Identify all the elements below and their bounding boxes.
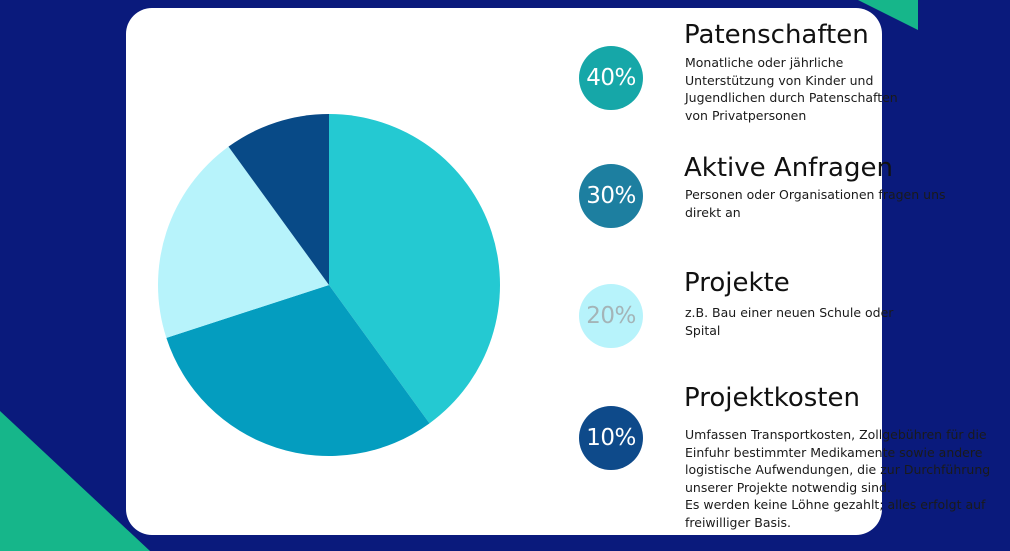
- percent-badge: 30%: [579, 164, 643, 228]
- description-line: Personen oder Organisationen fragen uns: [685, 187, 946, 202]
- description-line: logistische Aufwendungen, die zur Durchführung: [685, 462, 991, 477]
- item-description: [685, 54, 1010, 124]
- item-title: Projektkosten: [684, 383, 860, 413]
- description-line: direkt an: [685, 204, 741, 220]
- description-line: unserer Projekte notwendig sind.: [685, 479, 891, 495]
- percent-badge: 40%: [579, 46, 643, 110]
- item-description: [685, 426, 1010, 531]
- item-title: Aktive Anfragen: [684, 153, 893, 183]
- description-line: freiwilliger Basis.: [685, 514, 791, 530]
- item-title: Patenschaften: [684, 20, 869, 50]
- percent-badge: 20%: [579, 284, 643, 348]
- description-line: Unterstützung von Kinder und: [685, 72, 874, 88]
- content-card: [126, 8, 991, 535]
- description-line: z.B. Bau einer neuen Schule oder: [685, 305, 894, 320]
- pie-chart: [154, 110, 504, 460]
- description-line: Einfuhr bestimmter Medikamente sowie andere: [685, 444, 983, 460]
- description-line: Monatliche oder jährliche: [685, 55, 844, 70]
- description-line: Es werden keine Löhne gezahlt; alles erfolgt auf: [685, 497, 986, 512]
- percent-badge: 10%: [579, 406, 643, 470]
- item-description: [685, 186, 1010, 221]
- description-line: von Privatpersonen: [685, 107, 807, 123]
- description-line: Umfassen Transportkosten, Zollgebühren für die: [685, 427, 987, 442]
- item-description: [685, 304, 1010, 339]
- description-line: Jugendlichen durch Patenschaften: [685, 90, 898, 105]
- description-line: Spital: [685, 322, 721, 338]
- item-title: Projekte: [684, 268, 790, 298]
